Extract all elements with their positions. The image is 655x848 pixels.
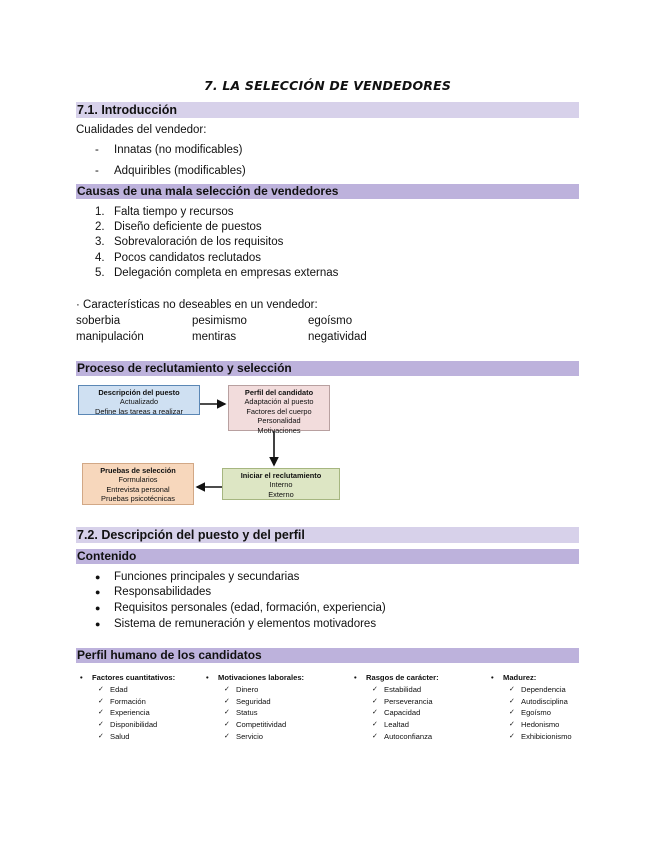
trait-word: soberbia [76, 315, 121, 327]
trait-word: mentiras [192, 331, 237, 343]
list-number: 2. [95, 221, 105, 233]
flow-box-line: Interno [269, 480, 293, 490]
check-icon: ✓ [509, 732, 515, 740]
check-icon: ✓ [224, 721, 230, 729]
bullet-dot: • [354, 673, 357, 682]
check-icon: ✓ [372, 697, 378, 705]
flow-box-title: Pruebas de selección [100, 466, 176, 475]
list-number: 5. [95, 267, 105, 279]
list-item-text: Edad [110, 684, 128, 694]
list-item [354, 731, 439, 743]
check-icon: ✓ [372, 721, 378, 729]
flow-box-line: Externo [268, 489, 294, 499]
list-item-text: Servicio [236, 731, 264, 741]
check-icon: ✓ [509, 721, 515, 729]
list-item [491, 707, 572, 719]
no-deseables-lead: · Características no deseables en un vendedor: [76, 299, 318, 311]
flow-box-line: Pruebas psicotécnicas [101, 494, 175, 504]
list-item-text: Perseverancia [384, 696, 433, 706]
list-item-text: Formación [110, 696, 146, 706]
section-heading-introduccion: 7.1. Introducción [76, 102, 579, 118]
check-icon: ✓ [509, 697, 515, 705]
flow-box-line: Personalidad [257, 416, 301, 426]
list-marker: - [95, 165, 99, 177]
list-item-text: Autodisciplina [521, 696, 568, 706]
list-item-text: Seguridad [236, 696, 271, 706]
list-item-text: Falta tiempo y recursos [114, 206, 234, 218]
section-heading-descripcion: 7.2. Descripción del puesto y del perfil [76, 527, 579, 543]
list-item [354, 707, 439, 719]
section-heading-perfil-humano: Perfil humano de los candidatos [76, 648, 579, 663]
list-item-text: Lealtad [384, 720, 409, 730]
trait-word: pesimismo [192, 315, 247, 327]
list-item-text: Experiencia [110, 708, 150, 718]
list-item [80, 719, 175, 731]
list-item [206, 719, 304, 731]
check-icon: ✓ [372, 685, 378, 693]
list-item-text: Requisitos personales (edad, formación, experiencia) [114, 602, 386, 614]
column-title: Factores cuantitativos: [92, 673, 176, 682]
flow-box-line: Motivaciones [257, 425, 301, 435]
check-icon: ✓ [224, 685, 230, 693]
flow-box-line: Factores del cuerpo [246, 406, 312, 416]
list-marker: ● [95, 572, 101, 582]
list-marker: ● [95, 619, 101, 629]
flow-box-line: Entrevista personal [106, 484, 170, 494]
flow-box-iniciar-reclutamiento [222, 468, 340, 500]
list-item-text: Funciones principales y secundarias [114, 571, 300, 583]
column-title: Rasgos de carácter: [366, 673, 439, 682]
bullet-dot: • [206, 673, 209, 682]
column-heading [206, 672, 304, 684]
column-title: Motivaciones laborales: [218, 673, 305, 682]
check-icon: ✓ [372, 732, 378, 740]
list-item [206, 731, 304, 743]
list-item-text: Disponibilidad [110, 720, 158, 730]
list-item [80, 696, 175, 708]
perfil-column-motivaciones [206, 672, 304, 743]
flow-box-line: Define las tareas a realizar [95, 406, 183, 416]
column-heading [491, 672, 572, 684]
section-heading-proceso: Proceso de reclutamiento y selección [76, 361, 579, 376]
list-item-text: Responsabilidades [114, 586, 212, 598]
list-item-text: Autoconfianza [384, 731, 433, 741]
flow-box-descripcion-puesto [78, 385, 200, 415]
check-icon: ✓ [372, 709, 378, 717]
list-item [491, 731, 572, 743]
list-item [491, 719, 572, 731]
list-item-text: Hedonismo [521, 720, 560, 730]
list-item [491, 684, 572, 696]
check-icon: ✓ [509, 709, 515, 717]
check-icon: ✓ [224, 697, 230, 705]
list-item [354, 719, 439, 731]
list-item-text: Exhibicionismo [521, 731, 572, 741]
list-item [206, 696, 304, 708]
section-heading-causas: Causas de una mala selección de vendedores [76, 184, 579, 199]
list-number: 3. [95, 236, 105, 248]
list-marker: ● [95, 603, 101, 613]
perfil-column-rasgos [354, 672, 439, 743]
list-item-text: Estabilidad [384, 684, 422, 694]
flow-box-line: Formularios [118, 475, 158, 485]
intro-lead: Cualidades del vendedor: [76, 124, 207, 136]
perfil-column-factores [80, 672, 175, 743]
list-marker: ● [95, 587, 101, 597]
list-item-text: Salud [110, 731, 130, 741]
list-item-text: Adquiribles (modificables) [114, 165, 246, 177]
list-item-text: Dinero [236, 684, 259, 694]
list-item-text: Sistema de remuneración y elementos motivadores [114, 618, 377, 630]
flow-box-title: Iniciar el reclutamiento [240, 471, 322, 480]
list-item-text: Dependencia [521, 684, 566, 694]
flow-box-title: Descripción del puesto [98, 388, 180, 397]
check-icon: ✓ [224, 732, 230, 740]
trait-word: negatividad [308, 331, 367, 343]
column-title: Madurez: [503, 673, 537, 682]
trait-word: manipulación [76, 331, 144, 343]
column-heading [354, 672, 439, 684]
list-number: 1. [95, 206, 105, 218]
list-item-text: Status [236, 708, 258, 718]
list-item-text: Capacidad [384, 708, 421, 718]
list-item [80, 731, 175, 743]
flow-box-line: Actualizado [119, 397, 159, 407]
list-item [354, 684, 439, 696]
list-item-text: Sobrevaloración de los requisitos [114, 236, 284, 248]
page-title: 7. LA SELECCIÓN DE VENDEDORES [203, 78, 452, 93]
check-icon: ✓ [509, 685, 515, 693]
bullet-dot: • [491, 673, 494, 682]
perfil-column-madurez [491, 672, 572, 743]
list-item-text: Diseño deficiente de puestos [114, 221, 262, 233]
list-item [206, 684, 304, 696]
list-item-text: Innatas (no modificables) [114, 144, 243, 156]
flow-box-pruebas-seleccion [82, 463, 194, 505]
list-item-text: Delegación completa en empresas externas [114, 267, 339, 279]
list-number: 4. [95, 252, 105, 264]
check-icon: ✓ [98, 697, 104, 705]
flow-box-title: Perfil del candidato [244, 388, 314, 397]
section-heading-contenido: Contenido [76, 549, 579, 564]
list-item [80, 684, 175, 696]
list-item [80, 707, 175, 719]
list-item-text: Pocos candidatos reclutados [114, 252, 262, 264]
check-icon: ✓ [98, 721, 104, 729]
trait-word: egoísmo [308, 315, 353, 327]
list-marker: - [95, 144, 99, 156]
flow-box-perfil-candidato [228, 385, 330, 435]
list-item-text: Competitividad [236, 720, 287, 730]
list-item [206, 707, 304, 719]
list-item [491, 696, 572, 708]
check-icon: ✓ [98, 732, 104, 740]
list-item [354, 696, 439, 708]
bullet-dot: • [80, 673, 83, 682]
check-icon: ✓ [224, 709, 230, 717]
flow-box-line: Adaptación al puesto [244, 397, 314, 407]
check-icon: ✓ [98, 685, 104, 693]
list-item-text: Egoísmo [521, 708, 551, 718]
check-icon: ✓ [98, 709, 104, 717]
column-heading [80, 672, 175, 684]
